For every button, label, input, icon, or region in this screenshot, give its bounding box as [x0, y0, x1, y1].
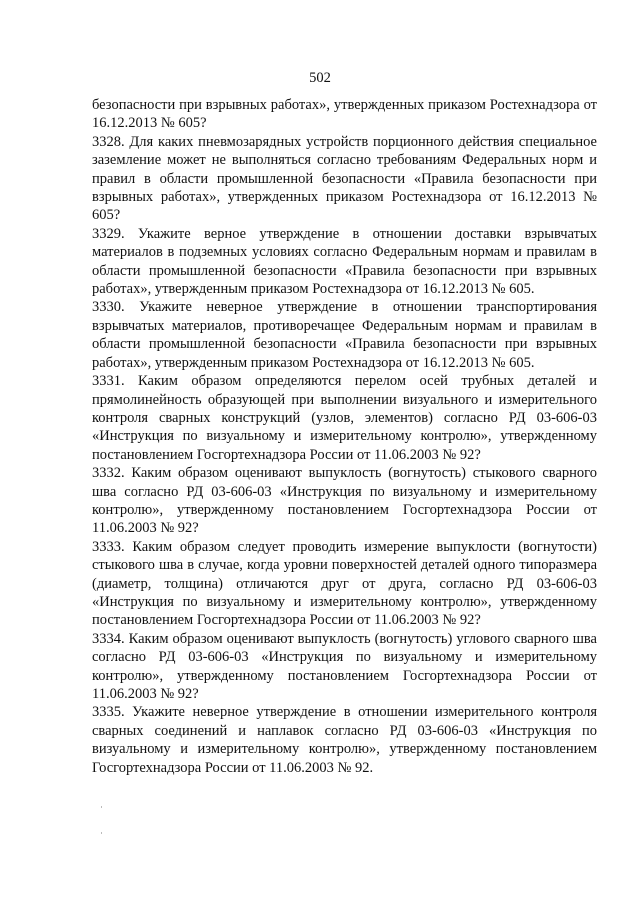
paragraph-continuation: безопасности при взрывных работах», утвержденных приказом Ростехнадзора от 16.12.2013 № 605?: [92, 97, 597, 132]
document-body: [92, 96, 597, 777]
scan-artifact: [101, 806, 102, 808]
question-3328: 3328. Для каких пневмозарядных устройств порционного действия специальное заземление может не выполняться согласно требованиям Федеральных норм и правил в области промышленной безопасности «Правила безопасности при взрывных работах», утвержденных приказом Ростехнадзора от 16.12.2013 № 605?: [92, 133, 597, 224]
question-3330: 3330. Укажите неверное утверждение в отношении транспортирования взрывчатых материалов, противоречащее Федеральным нормам и правилам в области промышленной безопасности «Правила безопасности при взрывных работах», утвержденным приказом Ростехнадзора от 16.12.2013 № 605.: [92, 299, 597, 371]
question-3334: 3334. Каким образом оценивают выпуклость (вогнутость) углового сварного шва согласно РД 03-606-03 «Инструкция по визуальному и измерительному контролю», утвержденному постановлением Госгортехнадзора России от 11.06.2003 № 92?: [92, 630, 597, 702]
question-3333: 3333. Каким образом следует проводить измерение выпуклости (вогнутости) стыкового шва в случае, когда уровни поверхностей деталей одного типоразмера (диаметр, толщина) отличаются друг от друга, согласно РД 03-606-03 «Инструкция по визуальному и измерительному контролю», утвержденному постановлением Госгортехнадзора России от 11.06.2003 № 92?: [92, 538, 597, 629]
question-3332: 3332. Каким образом оценивают выпуклость (вогнутость) стыкового сварного шва согласно РД 03-606-03 «Инструкция по визуальному и измерительному контролю», утвержденному постановлением Госгортехнадзора России от 11.06.2003 № 92?: [92, 465, 597, 537]
page-number: 502: [309, 70, 331, 86]
scan-artifact: [101, 832, 102, 834]
question-3329: 3329. Укажите верное утверждение в отношении доставки взрывчатых материалов в подземных условиях согласно Федеральным нормам и правилам в области промышленной безопасности «Правила безопасности при взрывных работах», утвержденным приказом Ростехнадзора от 16.12.2013 № 605.: [92, 225, 597, 298]
question-3331: 3331. Каким образом определяются перелом осей трубных деталей и прямолинейность образующей при выполнении визуального и измерительного контроля сварных конструкций (узлов, элементов) согласно РД 03-606-03 «Инструкция по визуальному и измерительному контролю», утвержденному постановлением Госгортехнадзора России от 11.06.2003 № 92?: [92, 373, 597, 463]
question-3335: 3335. Укажите неверное утверждение в отношении измерительного контроля сварных соединений и наплавок согласно РД 03-606-03 «Инструкция по визуальному и измерительному контролю», утвержденному постановлением Госгортехнадзора России от 11.06.2003 № 92.: [92, 704, 597, 776]
